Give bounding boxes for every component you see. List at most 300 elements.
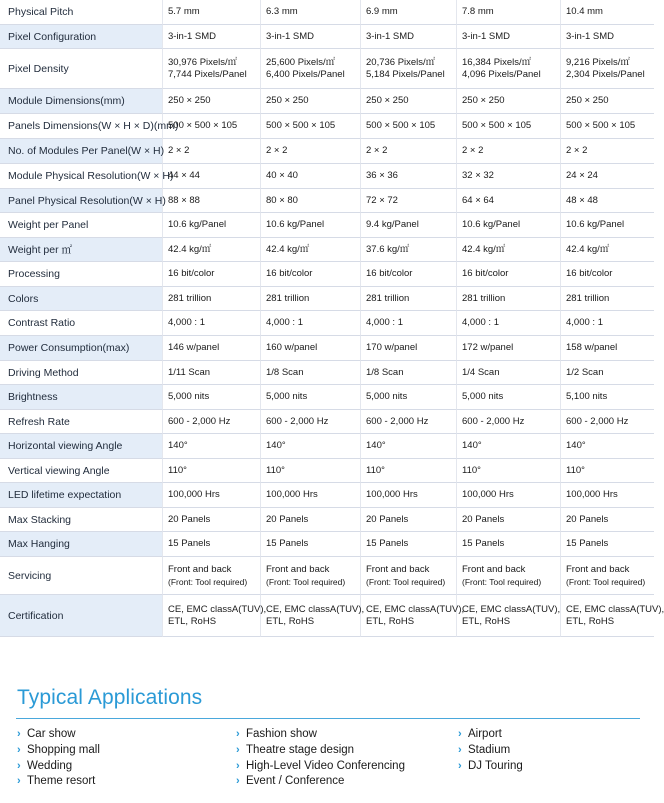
spec-row (0, 557, 654, 595)
spec-value (162, 557, 260, 595)
spec-value-line: 5,000 nits (168, 391, 210, 402)
spec-value-line: 5.7 mm (168, 6, 200, 17)
spec-label: Brightness (0, 385, 162, 410)
spec-value (560, 0, 654, 25)
spec-value-line: 140° (366, 440, 386, 451)
spec-value (456, 434, 560, 459)
spec-value-line-2: (Front: Tool required) (266, 576, 346, 587)
spec-value-line: 40 × 40 (266, 170, 298, 181)
spec-value-line: 250 × 250 (366, 95, 409, 106)
spec-value-line: 250 × 250 (168, 95, 211, 106)
spec-value (260, 311, 360, 336)
spec-value (162, 385, 260, 410)
applications-column-3 (458, 727, 523, 774)
spec-row (0, 262, 654, 287)
spec-value-line-2: (Front: Tool required) (462, 576, 542, 587)
spec-value-line: 281 trillion (266, 292, 310, 304)
application-item (458, 759, 523, 775)
spec-value-line: 5,100 nits (566, 391, 608, 402)
spec-value (162, 139, 260, 164)
spec-row (0, 532, 654, 557)
spec-value-line: 16 bit/color (462, 268, 509, 279)
spec-value-line: 600 - 2,000 Hz (168, 415, 231, 427)
spec-value-line: 64 × 64 (462, 194, 494, 206)
spec-value (162, 189, 260, 213)
spec-value-line: 10.6 kg/Panel (462, 219, 521, 230)
spec-value-line: 15 Panels (566, 538, 609, 549)
spec-value-line: 172 w/panel (462, 342, 514, 353)
spec-value-line: 10.6 kg/Panel (266, 219, 325, 230)
spec-value-line: 32 × 32 (462, 170, 494, 181)
spec-row (0, 139, 654, 164)
chevron-right-icon: › (236, 743, 240, 756)
spec-value (360, 238, 456, 262)
spec-label: Physical Pitch (0, 0, 162, 25)
spec-value-line: Front and back (366, 563, 430, 575)
spec-row (0, 459, 654, 483)
spec-value-line: 500 × 500 × 105 (566, 120, 636, 131)
spec-value (360, 262, 456, 287)
spec-value-line: 37.6 kg/㎡ (366, 243, 410, 255)
chevron-right-icon: › (17, 759, 21, 772)
spec-value (560, 311, 654, 336)
spec-value (260, 213, 360, 238)
spec-value (456, 49, 560, 89)
spec-value-line: 250 × 250 (462, 95, 505, 106)
spec-value-line: 36 × 36 (366, 170, 398, 181)
spec-value (456, 164, 560, 189)
spec-value (162, 595, 267, 637)
spec-value (560, 164, 654, 189)
spec-value-line: 4,000 : 1 (266, 317, 303, 328)
spec-value (260, 189, 360, 213)
spec-value-line: Front and back (168, 563, 232, 575)
spec-value-line: 281 trillion (366, 292, 410, 304)
spec-value (560, 557, 654, 595)
spec-value-line: 20,736 Pixels/㎡ (366, 56, 436, 68)
spec-value (260, 49, 360, 89)
spec-value (260, 508, 360, 532)
spec-value-line: 2 × 2 (366, 145, 388, 156)
spec-value-line: 20 Panels (462, 513, 505, 525)
spec-value (560, 287, 654, 311)
application-item (236, 759, 405, 775)
spec-value-line: 5,000 nits (462, 391, 504, 402)
spec-value-line: 281 trillion (168, 292, 212, 304)
spec-value (456, 0, 560, 25)
spec-value (560, 114, 654, 139)
spec-value (260, 287, 360, 311)
spec-value (162, 434, 260, 459)
spec-value (456, 311, 560, 336)
spec-value-line: 2 × 2 (168, 145, 190, 156)
spec-value (260, 164, 360, 189)
spec-label: Driving Method (0, 361, 162, 385)
spec-label: Horizontal viewing Angle (0, 434, 162, 459)
spec-value (456, 262, 560, 287)
spec-row (0, 434, 654, 459)
spec-value-line: 48 × 48 (566, 194, 598, 206)
section-divider (16, 718, 640, 719)
spec-value (560, 459, 654, 483)
spec-value-line: CE, EMC classA(TUV), (168, 603, 267, 615)
application-item (236, 774, 405, 790)
spec-value (560, 532, 654, 557)
spec-value-line-2: (Front: Tool required) (566, 576, 646, 587)
spec-value-line: 100,000 Hrs (168, 489, 220, 500)
spec-value (360, 89, 456, 114)
spec-value-line-2: 7,744 Pixels/Panel (168, 68, 247, 80)
spec-value-line: 72 × 72 (366, 194, 398, 206)
spec-value-line: 4,000 : 1 (168, 317, 205, 328)
spec-value-line: 42.4 kg/㎡ (168, 243, 212, 255)
spec-value (560, 385, 654, 410)
spec-value (560, 25, 654, 49)
spec-value-line: 4,000 : 1 (366, 317, 403, 328)
spec-value (260, 410, 360, 434)
spec-value (162, 114, 260, 139)
spec-value (360, 508, 456, 532)
spec-label: LED lifetime expectation (0, 483, 162, 508)
spec-value-line: 170 w/panel (366, 342, 418, 353)
spec-value-line: 88 × 88 (168, 194, 200, 206)
application-label: Stadium (468, 743, 511, 756)
application-label: High-Level Video Conferencing (246, 759, 405, 772)
spec-label: Refresh Rate (0, 410, 162, 434)
spec-value (360, 213, 456, 238)
spec-value-line: 16 bit/color (566, 268, 613, 279)
spec-value-line: 110° (366, 464, 385, 476)
application-item (236, 727, 405, 743)
spec-value-line: 160 w/panel (266, 342, 318, 353)
spec-value-line: 20 Panels (566, 513, 609, 525)
spec-value (260, 336, 360, 361)
application-item (17, 743, 100, 759)
application-label: Fashion show (246, 728, 317, 740)
spec-value-line: CE, EMC classA(TUV), (366, 603, 465, 615)
spec-value-line: 42.4 kg/㎡ (462, 243, 506, 255)
spec-value-line: 2 × 2 (566, 145, 588, 156)
spec-value-line: 158 w/panel (566, 342, 618, 353)
spec-value-line: 140° (168, 440, 188, 451)
spec-value (456, 410, 560, 434)
application-label: Car show (27, 728, 76, 740)
spec-value-line: 10.6 kg/Panel (168, 219, 227, 230)
spec-value-line: 110° (566, 464, 585, 476)
spec-row (0, 311, 654, 336)
spec-value (360, 189, 456, 213)
spec-value-line: 44 × 44 (168, 170, 200, 181)
application-label: Wedding (27, 759, 73, 772)
spec-value-line: 25,600 Pixels/㎡ (266, 56, 336, 68)
spec-value-line: 600 - 2,000 Hz (366, 415, 429, 427)
spec-value (560, 262, 654, 287)
spec-value (360, 557, 456, 595)
spec-label: Max Stacking (0, 508, 162, 532)
spec-value-line: 140° (266, 440, 286, 451)
spec-label: Servicing (0, 557, 162, 595)
spec-value (162, 459, 260, 483)
application-item (17, 774, 100, 790)
spec-value (360, 164, 456, 189)
spec-value-line: Front and back (266, 563, 330, 575)
chevron-right-icon: › (17, 775, 21, 788)
spec-value (260, 114, 360, 139)
spec-value-line-2: 6,400 Pixels/Panel (266, 68, 345, 80)
spec-value-line: 5,000 nits (366, 391, 408, 402)
spec-value (560, 595, 664, 637)
spec-label: Colors (0, 287, 162, 311)
spec-value (260, 238, 360, 262)
spec-value-line: CE, EMC classA(TUV), (462, 603, 561, 615)
spec-row (0, 114, 654, 139)
spec-value-line: 250 × 250 (566, 95, 609, 106)
spec-value-line: Front and back (462, 563, 526, 575)
chevron-right-icon: › (458, 728, 462, 740)
spec-value (162, 532, 260, 557)
spec-value-line: 16 bit/color (266, 268, 313, 279)
applications-column-2 (236, 727, 405, 790)
spec-value (260, 434, 360, 459)
spec-value-line-2: ETL, RoHS (168, 615, 217, 627)
spec-value (456, 385, 560, 410)
applications-column-1 (17, 727, 100, 790)
spec-value (360, 336, 456, 361)
spec-value-line: 16 bit/color (366, 268, 413, 279)
spec-value-line: 4,000 : 1 (462, 317, 499, 328)
spec-label: Panel Physical Resolution(W × H) (0, 189, 162, 213)
spec-value-line: 140° (566, 440, 586, 451)
spec-label: Processing (0, 262, 162, 287)
spec-value (560, 508, 654, 532)
spec-value-line: 500 × 500 × 105 (266, 120, 336, 131)
chevron-right-icon: › (236, 775, 240, 788)
spec-value (456, 557, 560, 595)
spec-label: Certification (0, 595, 162, 637)
section-title: Typical Applications (17, 686, 203, 709)
spec-value-line: 16,384 Pixels/㎡ (462, 56, 532, 68)
spec-value (456, 89, 560, 114)
chevron-right-icon: › (17, 743, 21, 756)
spec-value (456, 532, 560, 557)
chevron-right-icon: › (236, 759, 240, 772)
spec-value-line: 6.3 mm (266, 6, 298, 17)
spec-value-line: 100,000 Hrs (462, 489, 514, 500)
spec-value-line: 110° (168, 464, 187, 476)
spec-value-line: CE, EMC classA(TUV), (566, 603, 664, 615)
spec-value-line: 20 Panels (366, 513, 409, 525)
spec-value (162, 361, 260, 385)
spec-value-line: 600 - 2,000 Hz (462, 415, 525, 427)
spec-value (560, 238, 654, 262)
spec-value (162, 311, 260, 336)
spec-value-line: 2 × 2 (266, 145, 288, 156)
spec-value-line: 42.4 kg/㎡ (566, 243, 610, 255)
spec-value (456, 287, 560, 311)
spec-value (260, 361, 360, 385)
spec-value-line: 24 × 24 (566, 170, 598, 181)
spec-value-line: 3-in-1 SMD (366, 30, 415, 42)
chevron-right-icon: › (236, 728, 240, 740)
spec-value (456, 114, 560, 139)
spec-label: Vertical viewing Angle (0, 459, 162, 483)
spec-value-line: 1/11 Scan (168, 366, 211, 378)
spec-value-line: 110° (462, 464, 481, 476)
spec-value (360, 483, 456, 508)
spec-value-line: 281 trillion (566, 292, 610, 304)
spec-value (162, 262, 260, 287)
spec-value (260, 25, 360, 49)
spec-label: Pixel Configuration (0, 25, 162, 49)
spec-value-line-2: ETL, RoHS (462, 615, 511, 627)
spec-value (456, 336, 560, 361)
spec-label: Contrast Ratio (0, 311, 162, 336)
spec-value (560, 410, 654, 434)
spec-value-line: 3-in-1 SMD (566, 30, 615, 42)
spec-value (456, 595, 560, 637)
spec-value-line: 6.9 mm (366, 6, 398, 17)
spec-value (456, 483, 560, 508)
application-label: Airport (468, 728, 502, 740)
spec-value (260, 0, 360, 25)
spec-value (162, 25, 260, 49)
spec-value-line: 2 × 2 (462, 145, 484, 156)
spec-value-line: CE, EMC classA(TUV), (266, 603, 365, 615)
spec-value-line: 20 Panels (168, 513, 211, 525)
spec-value (162, 213, 260, 238)
spec-row (0, 238, 654, 262)
spec-label: Pixel Density (0, 49, 162, 89)
spec-value-line-2: 5,184 Pixels/Panel (366, 68, 445, 80)
spec-label: No. of Modules Per Panel(W × H) (0, 139, 162, 164)
spec-value (360, 385, 456, 410)
spec-value-line: 100,000 Hrs (266, 489, 318, 500)
spec-value-line: 500 × 500 × 105 (462, 120, 532, 131)
spec-value-line: Front and back (566, 563, 630, 575)
spec-value (456, 213, 560, 238)
spec-value (360, 25, 456, 49)
chevron-right-icon: › (458, 743, 462, 756)
application-label: Event / Conference (246, 775, 345, 788)
spec-row (0, 361, 654, 385)
spec-value-line: 3-in-1 SMD (266, 30, 315, 42)
spec-value (162, 0, 260, 25)
spec-value (560, 361, 654, 385)
spec-value (560, 189, 654, 213)
spec-row (0, 164, 654, 189)
spec-row (0, 89, 654, 114)
spec-value (162, 89, 260, 114)
spec-value (456, 361, 560, 385)
spec-value-line: 1/8 Scan (266, 366, 304, 378)
spec-value (560, 336, 654, 361)
spec-value (456, 139, 560, 164)
spec-value-line: 15 Panels (266, 538, 309, 549)
spec-value (162, 287, 260, 311)
spec-value-line: 100,000 Hrs (566, 489, 618, 500)
spec-value-line: 10.6 kg/Panel (566, 219, 625, 230)
spec-value-line: 1/4 Scan (462, 366, 500, 378)
spec-value (260, 262, 360, 287)
spec-value-line-2: ETL, RoHS (366, 615, 415, 627)
spec-value-line: 7.8 mm (462, 6, 494, 17)
spec-value (360, 0, 456, 25)
spec-value (260, 557, 360, 595)
spec-value (162, 164, 260, 189)
spec-value-line: 30,976 Pixels/㎡ (168, 56, 238, 68)
spec-value-line-2: 2,304 Pixels/Panel (566, 68, 645, 80)
spec-value-line: 3-in-1 SMD (462, 30, 511, 42)
spec-value (360, 139, 456, 164)
spec-value (260, 532, 360, 557)
spec-value (360, 595, 465, 637)
spec-value (260, 139, 360, 164)
spec-label: Power Consumption(max) (0, 336, 162, 361)
spec-value (260, 89, 360, 114)
spec-value (456, 459, 560, 483)
spec-row (0, 410, 654, 434)
spec-value (162, 336, 260, 361)
application-item (458, 743, 523, 759)
spec-value-line: 500 × 500 × 105 (168, 120, 238, 131)
spec-value-line: 100,000 Hrs (366, 489, 418, 500)
spec-row (0, 25, 654, 49)
spec-value-line-2: ETL, RoHS (266, 615, 315, 627)
spec-value-line: 1/2 Scan (566, 366, 604, 378)
spec-row (0, 508, 654, 532)
spec-value (162, 49, 260, 89)
spec-value (360, 410, 456, 434)
spec-value-line: 15 Panels (462, 538, 505, 549)
spec-value (360, 287, 456, 311)
spec-value (360, 114, 456, 139)
spec-row (0, 49, 654, 89)
chevron-right-icon: › (458, 759, 462, 772)
spec-value (560, 213, 654, 238)
spec-value (360, 311, 456, 336)
chevron-right-icon: › (17, 728, 21, 740)
spec-value-line: 42.4 kg/㎡ (266, 243, 310, 255)
application-label: Shopping mall (27, 743, 100, 756)
spec-value-line: 15 Panels (366, 538, 409, 549)
spec-value (560, 89, 654, 114)
application-item (458, 727, 523, 743)
spec-value-line-2: ETL, RoHS (566, 615, 615, 627)
application-item (17, 727, 100, 743)
spec-value-line: 9.4 kg/Panel (366, 219, 419, 230)
spec-value-line-2: (Front: Tool required) (168, 576, 248, 587)
spec-value (560, 434, 654, 459)
spec-value-line: 20 Panels (266, 513, 309, 525)
spec-value (456, 238, 560, 262)
spec-label: Weight per ㎡ (0, 238, 162, 262)
spec-row (0, 336, 654, 361)
spec-value-line: 600 - 2,000 Hz (566, 415, 629, 427)
spec-value (162, 508, 260, 532)
spec-value (560, 139, 654, 164)
spec-value (360, 532, 456, 557)
spec-label: Max Hanging (0, 532, 162, 557)
spec-value (560, 49, 654, 89)
spec-value-line: 500 × 500 × 105 (366, 120, 436, 131)
spec-value (360, 459, 456, 483)
spec-value-line-2: 4,096 Pixels/Panel (462, 68, 541, 80)
spec-value (360, 49, 456, 89)
spec-value-line: 600 - 2,000 Hz (266, 415, 329, 427)
spec-label: Module Physical Resolution(W × H) (0, 164, 162, 189)
spec-value-line: 110° (266, 464, 285, 476)
spec-value-line: 146 w/panel (168, 342, 220, 353)
